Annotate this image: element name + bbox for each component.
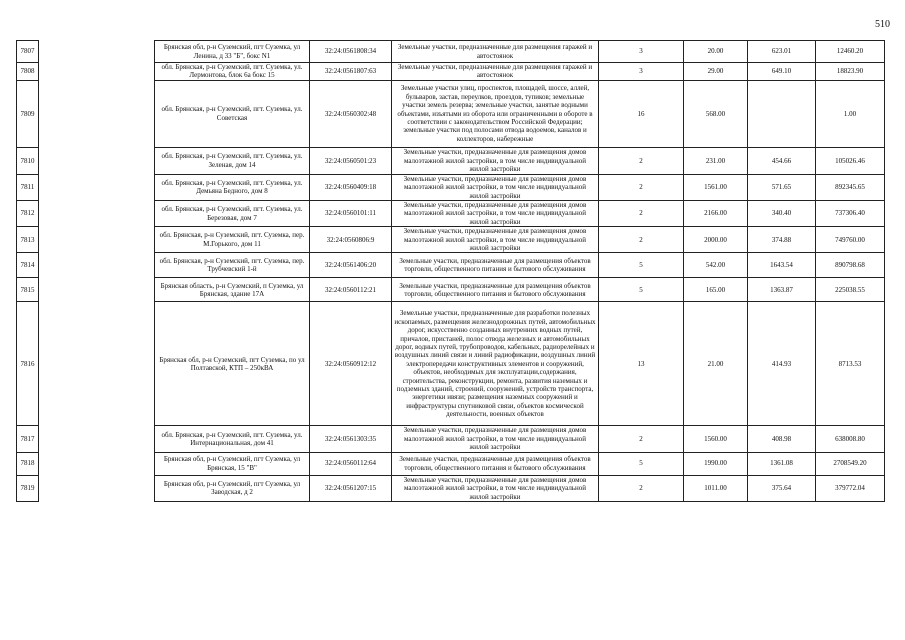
row-id-cell: 7814 <box>17 253 39 278</box>
cadastral-value-cell: 890798.68 <box>816 253 885 278</box>
land-purpose-cell: Земельные участки, предназначенные для размещения объектов торговли, общественного питания и бытового обслуживания <box>392 253 599 278</box>
group-code-cell: 5 <box>599 278 684 302</box>
specific-value-cell: 571.65 <box>748 174 816 200</box>
cadastral-value-cell: 12460.20 <box>816 41 885 63</box>
row-id-cell: 7813 <box>17 227 39 253</box>
land-purpose-cell: Земельные участки, предназначенные для размещения объектов торговли, общественного питания и бытового обслуживания <box>392 452 599 475</box>
row-id-cell: 7816 <box>17 302 39 426</box>
cadastral-number-cell: 32:24:0560302:48 <box>310 80 392 147</box>
cadastral-number-cell: 32:24:0560806:9 <box>310 227 392 253</box>
cadastral-value-cell: 2708549.20 <box>816 452 885 475</box>
land-purpose-cell: Земельные участки, предназначенные для размещения гаражей и автостоянок <box>392 41 599 63</box>
specific-value-cell: 649.10 <box>748 63 816 81</box>
group-code-cell: 5 <box>599 253 684 278</box>
spacer-cell <box>39 63 155 81</box>
cadastral-number-cell: 32:24:0561406:20 <box>310 253 392 278</box>
cadastral-number-cell: 32:24:0560101:11 <box>310 201 392 227</box>
area-cell: 21.00 <box>684 302 748 426</box>
table-row <box>17 227 885 253</box>
land-purpose-cell: Земельные участки, предназначенные для размещения домов малоэтажной жилой застройки, в том числе индивидуальной жилой застройки <box>392 475 599 501</box>
cadastral-value-cell: 18823.90 <box>816 63 885 81</box>
cadastral-value-cell: 892345.65 <box>816 174 885 200</box>
land-purpose-cell: Земельные участки, предназначенные для разработки полезных ископаемых, размещения железнодорожных путей, автомобильных дорог, искусственно созданных внутренних водных путей, причалов, пристаней, полос отвода железных и автомобильных дорог, водных путей, трубопроводов, кабельных, радиорелейных и воздушных линий связи и линий радиофикации, воздушных линий электропередачи конструктивных элементов и сооружений, объектов, необходимых для эксплуатации,содержания, строительства, реконструкции, ремонта, развития наземных и подземных зданий, строений, сооружений, устройств транспорта, энергетики ивязи; размещения наземных сооружений и инфраструктуры спутниковой связи, объектов космической деятельности, военных объектов <box>392 302 599 426</box>
address-cell: Брянская обл, р-н Суземский, пгт Суземка, ул Ленина, д 33 "Б", бокс N1 <box>155 41 310 63</box>
address-cell: обл. Брянская, р-н Суземский, пгт. Суземка, ул. Лермонтова, блок 6а бокс 15 <box>155 63 310 81</box>
land-purpose-cell: Земельные участки, предназначенные для размещения домов малоэтажной жилой застройки, в том числе индивидуальной жилой застройки <box>392 174 599 200</box>
specific-value-cell <box>748 80 816 147</box>
land-purpose-cell: Земельные участки, предназначенные для размещения домов малоэтажной жилой застройки, в том числе индивидуальной жилой застройки <box>392 426 599 452</box>
specific-value-cell: 1643.54 <box>748 253 816 278</box>
group-code-cell: 2 <box>599 426 684 452</box>
cadastral-number-cell: 32:24:0560112:21 <box>310 278 392 302</box>
group-code-cell: 13 <box>599 302 684 426</box>
address-cell: Брянская область, р-н Суземский, п Суземка, ул Брянская, здание 17А <box>155 278 310 302</box>
specific-value-cell: 1361.08 <box>748 452 816 475</box>
address-cell: обл. Брянская, р-н Суземский, пгт. Суземка, ул. Советская <box>155 80 310 147</box>
spacer-cell <box>39 475 155 501</box>
area-cell: 1560.00 <box>684 426 748 452</box>
table-row <box>17 63 885 81</box>
address-cell: обл. Брянская, р-н Суземский, пгт. Суземка, ул. Интернациональная, дом 41 <box>155 426 310 452</box>
row-id-cell: 7812 <box>17 201 39 227</box>
area-cell: 2166.00 <box>684 201 748 227</box>
land-purpose-cell: Земельные участки, предназначенные для размещения гаражей и автостоянок <box>392 63 599 81</box>
group-code-cell: 2 <box>599 174 684 200</box>
area-cell: 165.00 <box>684 278 748 302</box>
address-cell: обл. Брянская, р-н Суземский, пгт. Суземка, ул. Березовая, дом 7 <box>155 201 310 227</box>
address-cell: обл. Брянская, р-н Суземский, пгт. Суземка, пер. М.Горького, дом 11 <box>155 227 310 253</box>
table-row <box>17 278 885 302</box>
table-row <box>17 41 885 63</box>
address-cell: Брянская обл, р-н Суземский, пгт Суземка, по ул Полтавской, КТП – 250кВА <box>155 302 310 426</box>
address-cell: обл. Брянская, р-н Суземский, пгт. Суземка, ул. Зеленая, дом 14 <box>155 147 310 174</box>
address-cell: обл. Брянская, р-н Суземский, пгт. Суземка, ул. Демьяна Бедного, дом 8 <box>155 174 310 200</box>
group-code-cell: 2 <box>599 201 684 227</box>
table-row <box>17 201 885 227</box>
area-cell: 29.00 <box>684 63 748 81</box>
spacer-cell <box>39 80 155 147</box>
cadastral-value-cell: 749760.00 <box>816 227 885 253</box>
spacer-cell <box>39 253 155 278</box>
table-row <box>17 253 885 278</box>
row-id-cell: 7819 <box>17 475 39 501</box>
spacer-cell <box>39 452 155 475</box>
group-code-cell: 5 <box>599 452 684 475</box>
cadastral-value-cell: 225038.55 <box>816 278 885 302</box>
land-purpose-cell: Земельные участки, предназначенные для размещения объектов торговли, общественного питания и бытового обслуживания <box>392 278 599 302</box>
table-row <box>17 80 885 147</box>
specific-value-cell: 454.66 <box>748 147 816 174</box>
cadastral-number-cell: 32:24:0561807:63 <box>310 63 392 81</box>
land-purpose-cell: Земельные участки, предназначенные для размещения домов малоэтажной жилой застройки, в том числе индивидуальной жилой застройки <box>392 147 599 174</box>
area-cell: 2000.00 <box>684 227 748 253</box>
land-purpose-cell: Земельные участки, предназначенные для размещения домов малоэтажной жилой застройки, в том числе индивидуальной жилой застройки <box>392 201 599 227</box>
land-registry-table <box>16 40 885 502</box>
group-code-cell: 3 <box>599 41 684 63</box>
table-row <box>17 452 885 475</box>
table-row <box>17 147 885 174</box>
spacer-cell <box>39 201 155 227</box>
page-number: 510 <box>875 19 890 30</box>
cadastral-number-cell: 32:24:0560501:23 <box>310 147 392 174</box>
row-id-cell: 7807 <box>17 41 39 63</box>
cadastral-number-cell: 32:24:0560409:18 <box>310 174 392 200</box>
row-id-cell: 7808 <box>17 63 39 81</box>
cadastral-value-cell: 379772.04 <box>816 475 885 501</box>
row-id-cell: 7817 <box>17 426 39 452</box>
cadastral-value-cell: 1.00 <box>816 80 885 147</box>
area-cell: 568.00 <box>684 80 748 147</box>
spacer-cell <box>39 41 155 63</box>
spacer-cell <box>39 426 155 452</box>
cadastral-number-cell: 32:24:0561207:15 <box>310 475 392 501</box>
specific-value-cell: 1363.87 <box>748 278 816 302</box>
specific-value-cell: 375.64 <box>748 475 816 501</box>
cadastral-value-cell: 105026.46 <box>816 147 885 174</box>
area-cell: 231.00 <box>684 147 748 174</box>
table-row <box>17 475 885 501</box>
spacer-cell <box>39 174 155 200</box>
area-cell: 1990.00 <box>684 452 748 475</box>
cadastral-value-cell: 8713.53 <box>816 302 885 426</box>
group-code-cell: 2 <box>599 227 684 253</box>
specific-value-cell: 623.01 <box>748 41 816 63</box>
area-cell: 1561.00 <box>684 174 748 200</box>
table-row <box>17 426 885 452</box>
area-cell: 1011.00 <box>684 475 748 501</box>
spacer-cell <box>39 147 155 174</box>
spacer-cell <box>39 302 155 426</box>
specific-value-cell: 340.40 <box>748 201 816 227</box>
group-code-cell: 3 <box>599 63 684 81</box>
land-purpose-cell: Земельные участки улиц, проспектов, площадей, шоссе, аллей, бульваров, застав, переулков, проездов, тупиков; земельные участки земель резерва; земельные участки, занятые водными объектами, изъятыми из оборота или ограниченными в обороте в соответствии с законодательством Российской Федерации; земельные участки под полосами отвода водоемов, каналов и коллекторов, набережные <box>392 80 599 147</box>
cadastral-value-cell: 638008.80 <box>816 426 885 452</box>
row-id-cell: 7815 <box>17 278 39 302</box>
specific-value-cell: 414.93 <box>748 302 816 426</box>
row-id-cell: 7810 <box>17 147 39 174</box>
address-cell: Брянская обл, р-н Суземский, пгт Суземка, ул Брянская, 15 "В" <box>155 452 310 475</box>
group-code-cell: 2 <box>599 147 684 174</box>
cadastral-number-cell: 32:24:0560912:12 <box>310 302 392 426</box>
area-cell: 542.00 <box>684 253 748 278</box>
row-id-cell: 7811 <box>17 174 39 200</box>
address-cell: обл. Брянская, р-н Суземский, пгт. Суземка, пер. Трубчевский 1-й <box>155 253 310 278</box>
table-row <box>17 174 885 200</box>
row-id-cell: 7818 <box>17 452 39 475</box>
specific-value-cell: 374.88 <box>748 227 816 253</box>
spacer-cell <box>39 278 155 302</box>
cadastral-number-cell: 32:24:0560112:64 <box>310 452 392 475</box>
cadastral-value-cell: 737306.40 <box>816 201 885 227</box>
row-id-cell: 7809 <box>17 80 39 147</box>
spacer-cell <box>39 227 155 253</box>
area-cell: 20.00 <box>684 41 748 63</box>
group-code-cell: 16 <box>599 80 684 147</box>
table-row <box>17 302 885 426</box>
specific-value-cell: 408.98 <box>748 426 816 452</box>
address-cell: Брянская обл, р-н Суземский, пгт Суземка, ул Заводская, д 2 <box>155 475 310 501</box>
cadastral-number-cell: 32:24:0561808:34 <box>310 41 392 63</box>
cadastral-number-cell: 32:24:0561303:35 <box>310 426 392 452</box>
group-code-cell: 2 <box>599 475 684 501</box>
land-purpose-cell: Земельные участки, предназначенные для размещения домов малоэтажной жилой застройки, в том числе индивидуальной жилой застройки <box>392 227 599 253</box>
